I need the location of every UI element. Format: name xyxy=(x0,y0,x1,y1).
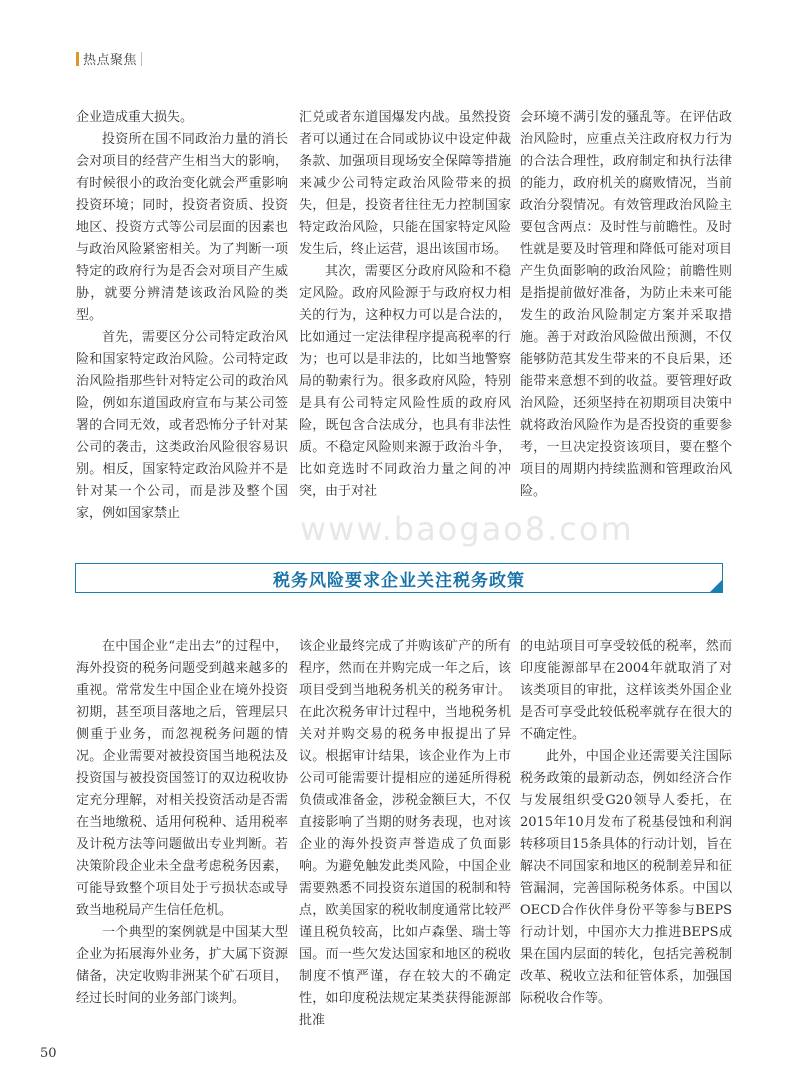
watermark: www.baogao8.com xyxy=(300,510,634,548)
page-number: 50 xyxy=(40,1046,57,1061)
paragraph: 在中国企业“走出去”的过程中，海外投资的税务问题受到越来越多的重视。常常发生中国企业在境外投资初期，甚至项目落地之后，管理层只侧重于业务，而忽视税务问题的情况。企业需要对被投资国当地税法及投资国与被投资国签订的双边税收协定充分理解，对相关投资活动是否需在当地缴税、适用何税种、适用税率及计税方法等问题做出专业判断。若决策阶段企业未全盘考虑税务因素，可能导致整个项目处于亏损状态或导致当地税局产生信任危机。 xyxy=(76,639,288,918)
bottom-column-3 xyxy=(520,636,732,1010)
paragraph: 的电站项目可享受较低的税率，然而印度能源部早在2004年就取消了对该类项目的审批，这样该类外国企业是否可享受此较低税率就存在很大的不确定性。 xyxy=(520,639,732,742)
section-title: 税务风险要求企业关注税务政策 xyxy=(273,570,525,591)
banner-corner-triangle xyxy=(709,579,723,593)
section-tag xyxy=(76,49,142,68)
paragraph: 该企业最终完成了并购该矿产的所有程序，然而在并购完成一年之后，该项目受到当地税务机关的税务审计。在此次税务审计过程中，当地税务机关对并购交易的税务申报提出了异议。根据审计结果，该企业作为上市公司可能需要计提相应的递延所得税负债或准备金，涉税金额巨大，不仅直接影响了当期的财务表现，也对该企业的海外投资声誉造成了负面影响。为避免触发此类风险，中国企业需要熟悉不同投资东道国的税制和特点，欧美国家的税收制度通常比较严谨且税负较高，比如卢森堡、瑞士等国。而一些欠发达国家和地区的税收制度不慎严谨，存在较大的不确定性，如印度税法规定某类获得能源部批准 xyxy=(299,639,511,1028)
bottom-column-1 xyxy=(76,636,288,1010)
paragraph: 汇兑或者东道国爆发内战。虽然投资者可以通过在合同或协议中设定仲裁条款、加强项目现场安全保障等措施来减少公司特定政治风险带来的损失，但是，投资者往往无力控制国家特定政治风险，只能在国家特定风险发生后，终止运营，退出该国市场。 xyxy=(299,110,511,257)
paragraph: 首先，需要区分公司特定政治风险和国家特定政治风险。公司特定政治风险指那些针对特定公司的政治风险，例如东道国政府宣布与某公司签署的合同无效，或者恐怖分子针对某公司的袭击，这类政治风险很容易识别。相反，国家特定政治风险并不是针对某一个公司，而是涉及整个国家，例如国家禁止 xyxy=(76,330,288,521)
paragraph: 会环境不满引发的骚乱等。在评估政治风险时，应重点关注政府权力行为的合法合理性，政府制定和执行法律的能力，政府机关的腐败情况，当前政治分裂情况。有效管理政治风险主要包含两点：及时性与前瞻性。及时性就是要及时管理和降低可能对项目产生负面影响的政治风险；前瞻性则是指提前做好准备，为防止未来可能发生的政治风险制定方案并采取措施。善于对政治风险做出预测，不仅能够防范其发生带来的不良后果，还能带来意想不到的收益。要管理好政治风险，还须坚持在初期项目决策中就将政治风险作为是否投资的重要参考，一旦决定投资该项目，要在整个项目的周期内持续监测和管理政治风险。 xyxy=(520,110,732,499)
paragraph: 企业造成重大损失。 xyxy=(76,110,194,125)
tag-bar-left xyxy=(76,52,79,66)
paragraph: 此外，中国企业还需要关注国际税务政策的最新动态，例如经济合作与发展组织受G20领导人委托，在2015年10月发布了税基侵蚀和利润转移项目15条具体的行动计划，旨在解决不同国家和地区的税制差异和征管漏洞，完善国际税务体系。中国以OECD合作伙伴身份平等参与BEPS行动计划，中国亦大力推进BEPS成果在国内层面的转化，包括完善税制改革、税收立法和征管体系，加强国际税收合作等。 xyxy=(520,749,732,1006)
paragraph: 一个典型的案例就是中国某大型企业为拓展海外业务，扩大属下资源储备，决定收购非洲某个矿石项目，经过长时间的业务部门谈判。 xyxy=(76,925,288,1006)
paragraph: 其次，需要区分政府风险和不稳定风险。政府风险源于与政府权力相关的行为，这种权力可以是合法的，比如通过一定法律程序提高税率的行为；也可以是非法的，比如当地警察局的勒索行为。很多政府风险，特别是具有公司特定风险性质的政府风险，既包含合法成分，也具有非法性质。不稳定风险则来源于政治斗争，比如竞选时不同政治力量之间的冲突，由于对社 xyxy=(299,264,511,499)
top-column-1 xyxy=(76,107,288,525)
paragraph: 投资所在国不同政治力量的消长会对项目的经营产生相当大的影响，有时候很小的政治变化就会严重影响投资环境；同时，投资者资质、投资地区、投资方式等公司层面的因素也与政治风险紧密相关。为了判断一项特定的政府行为是否会对项目产生威胁，就要分辨清楚该政治风险的类型。 xyxy=(76,132,288,323)
tag-bar-right xyxy=(141,52,142,66)
section-tag-label: 热点聚焦 xyxy=(83,53,138,68)
top-column-2 xyxy=(299,107,511,503)
bottom-column-2 xyxy=(299,636,511,1032)
top-column-3 xyxy=(520,107,732,503)
section-banner xyxy=(75,563,723,593)
